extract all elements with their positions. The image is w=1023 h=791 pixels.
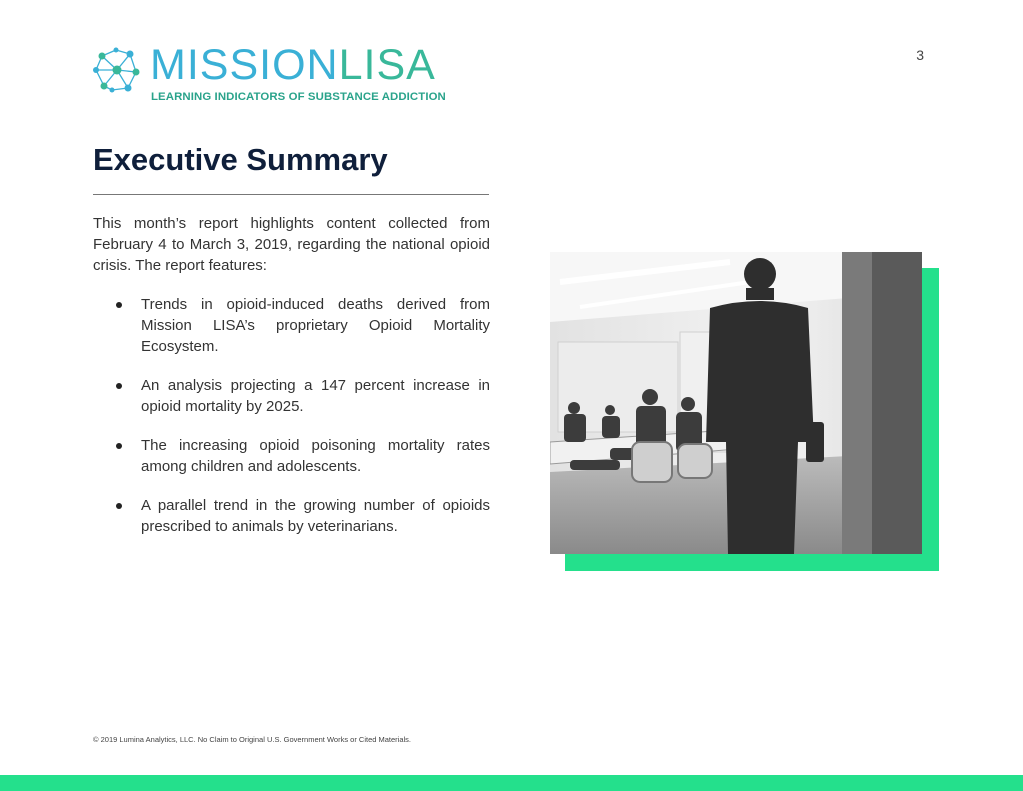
intro-paragraph: This month’s report highlights content collected from February 4 to March 3, 2019, regarding the national opioid crisis. The report features: — [93, 215, 490, 274]
title-divider — [93, 194, 489, 195]
logo-wordmark — [150, 40, 436, 90]
list-item — [93, 294, 490, 357]
bullet-icon — [116, 302, 122, 308]
features-list — [93, 294, 490, 555]
bullet-icon — [116, 503, 122, 509]
list-item-text: Trends in opioid-induced deaths derived from Mission LISA’s proprietary Opioid Mortality Ecosystem. — [141, 296, 490, 355]
list-item-text: The increasing opioid poisoning mortality rates among children and adolescents. — [141, 437, 490, 475]
logo-tagline: LEARNING INDICATORS OF SUBSTANCE ADDICTION — [151, 91, 446, 103]
list-item — [93, 495, 490, 537]
list-item — [93, 435, 490, 477]
bullet-icon — [116, 383, 122, 389]
footer-accent-bar — [0, 775, 1023, 791]
list-item-text: A parallel trend in the growing number of opioids prescribed to animals by veterinarians. — [141, 497, 490, 535]
list-item-text: An analysis projecting a 147 percent increase in opioid mortality by 2025. — [141, 377, 490, 415]
page-number: 3 — [916, 47, 924, 63]
mission-lisa-logo — [92, 41, 472, 106]
logo-word-mission: MISSION — [150, 41, 339, 89]
list-item — [93, 375, 490, 417]
bullet-icon — [116, 443, 122, 449]
logo-word-lisa: LISA — [338, 41, 436, 89]
page-title: Executive Summary — [93, 142, 388, 177]
meeting-room-illustration — [550, 252, 922, 554]
molecule-network-icon — [92, 46, 142, 94]
business-meeting-photo — [550, 252, 922, 554]
copyright-notice: © 2019 Lumina Analytics, LLC. No Claim to Original U.S. Government Works or Cited Materials. — [93, 735, 412, 744]
